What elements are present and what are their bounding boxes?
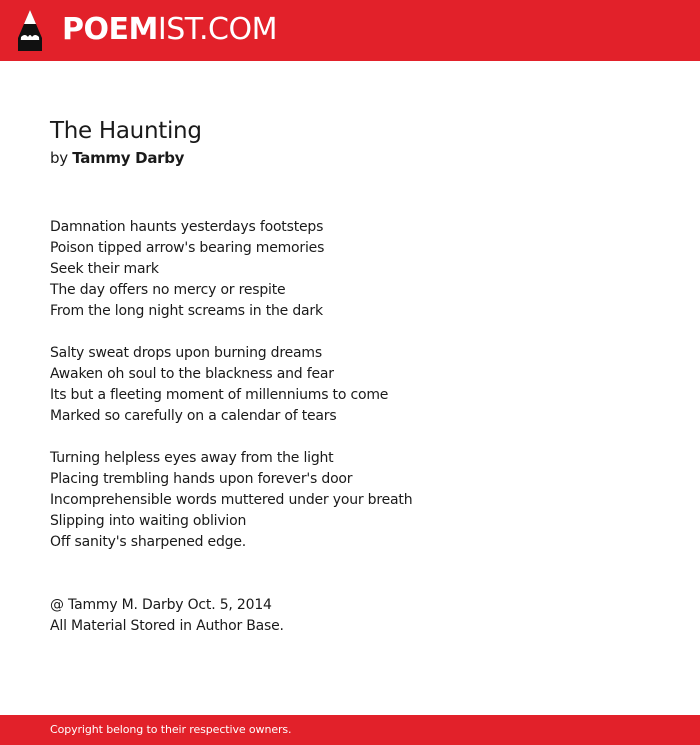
- poem-line: Turning helpless eyes away from the light: [50, 450, 334, 466]
- footer-copyright: Copyright belong to their respective owners.: [50, 723, 292, 736]
- poem-title: The Haunting: [50, 118, 202, 144]
- pencil-tip-icon: [18, 10, 42, 51]
- poem-line: Its but a fleeting moment of millenniums to come: [50, 387, 389, 403]
- logo-bold-text: POEM: [62, 12, 158, 47]
- byline: [50, 146, 650, 170]
- poem-line: Poison tipped arrow's bearing memories: [50, 240, 325, 256]
- poem-line: Placing trembling hands upon forever's door: [50, 471, 353, 487]
- poem-line: Incomprehensible words muttered under your breath: [50, 492, 413, 508]
- copyright-line: @ Tammy M. Darby Oct. 5, 2014: [50, 597, 272, 613]
- poem-line: From the long night screams in the dark: [50, 303, 323, 319]
- poem-line: Marked so carefully on a calendar of tears: [50, 408, 337, 424]
- logo-light-text: IST.COM: [157, 12, 277, 47]
- poem-line: Slipping into waiting oblivion: [50, 513, 247, 529]
- storage-note-line: All Material Stored in Author Base.: [50, 618, 284, 634]
- site-header: [0, 0, 700, 61]
- poem-line: Off sanity's sharpened edge.: [50, 534, 247, 550]
- stanza-2: [50, 343, 650, 427]
- stanza-3: [50, 448, 650, 553]
- poem-line: Damnation haunts yesterdays footsteps: [50, 219, 324, 235]
- site-footer: [0, 715, 700, 745]
- poem-line: The day offers no mercy or respite: [50, 282, 286, 298]
- author-note: [50, 595, 650, 637]
- byline-prefix: by: [50, 149, 68, 167]
- site-logo[interactable]: [62, 12, 277, 48]
- author-name: Tammy Darby: [72, 149, 185, 167]
- poem-body: [50, 217, 650, 637]
- poem-line: Salty sweat drops upon burning dreams: [50, 345, 322, 361]
- poem-content: [50, 116, 650, 658]
- stanza-1: [50, 217, 650, 322]
- poem-line: Awaken oh soul to the blackness and fear: [50, 366, 334, 382]
- poem-line: Seek their mark: [50, 261, 159, 277]
